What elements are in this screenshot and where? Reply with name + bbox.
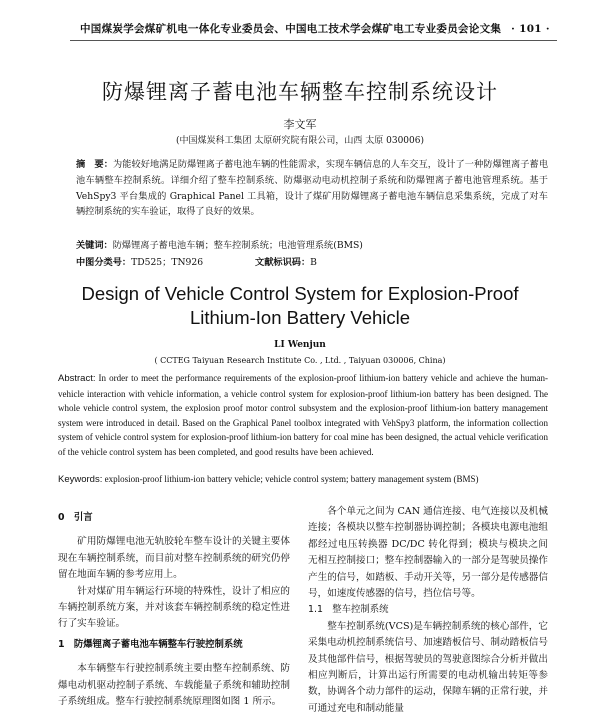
- body-right-column: [308, 504, 548, 717]
- section-1-1-paragraph: 整车控制系统(VCS)是车辆控制系统的核心部件，它采集电动机控制系统信号、加速踏板信号、制动踏板信号及其他部件信号，根据驾驶员的驾驶意图综合分析并做出相应判断后，计算出运行所需要的电动机输出转矩等参数，协调各个动力部件的运动，保障车辆的正常行驶，并可通过充电和制动能量: [308, 620, 548, 714]
- cn-keywords-label: 关键词：: [76, 240, 113, 251]
- cn-abstract-text: 为能较好地满足防爆锂离子蓄电池车辆的性能需求，实现车辆信息的人车交互，设计了一种防爆锂离子蓄电池车辆整车控制系统。详细介绍了整车控制系统、防爆驱动电动机控制子系统和防爆锂离子蓄电池管理系统。基于 VehSpy3 平台集成的 Graphical Panel 工具箱，设计了煤矿用防爆锂离子蓄电池车辆信息采集系统，完成了对车辆控制系统的实车验证，取得了良好的效果。: [76, 159, 549, 218]
- en-keywords-label: Keywords:: [58, 474, 103, 485]
- cn-abstract: [76, 157, 548, 220]
- cn-doc-value: B: [310, 257, 317, 268]
- en-affiliation: ( CCTEG Taiyuan Research Institute Co. , Ltd. , Taiyuan 030006, China): [154, 356, 446, 365]
- en-abstract-label: Abstract:: [58, 373, 96, 384]
- right-paragraph-1: 各个单元之间为 CAN 通信连接、电气连接以及机械连接；各模块以整车控制器协调控制；各模块电源电池组都经过电压转换器 DC/DC 转化得到；模块与模块之间无相互控制接口；整车控制器输入的一部分是驾驶员操作产生的信号，如踏板、手动开关等，另一部分是传感器信号，如速度传感器的信号，挡位信号等。: [308, 506, 548, 600]
- cn-class-value: TD525；TN926: [131, 257, 204, 268]
- en-title-line1: Design of Vehicle Control System for Explosion-Proof: [81, 283, 519, 304]
- en-keywords-text: explosion-proof lithium-ion battery vehicle; vehicle control system; battery management system (BMS): [104, 474, 479, 484]
- cn-affiliation: (中国煤炭科工集团 太原研究院有限公司，山西 太原 030006): [176, 136, 424, 146]
- intro-paragraph-2: 针对煤矿用车辆运行环境的特殊性，设计了相应的车辆控制系统方案，并对该套车辆控制系统的稳定性进行了实车验证。: [58, 585, 290, 630]
- section-0-heading: 0 引言: [58, 512, 93, 523]
- cn-class-label: 中图分类号：: [76, 257, 132, 268]
- running-header: [80, 21, 550, 36]
- en-abstract-text: In order to meet the performance requirements of the explosion-proof lithium-ion battery vehicle and achieve the human-vehicle interaction with vehicle information, a vehicle control system for explosion-proof lithium-ion battery has been designed. The whole vehicle control system, the explosion proof motor control subsystem and the explosion-proof lithium-ion battery management system were introduced in detail. Based on the Graphical Panel toolbox integrated with VehSpy3 platform, the information collection system of vehicle control system for explosion-proof lithium-ion battery for coal mine has been designed, the actual vehicle verification of the vehicle control system has been completed, and good results have been achieved.: [58, 373, 549, 457]
- body-left-column: [58, 510, 290, 710]
- running-title: 中国煤炭学会煤矿机电一体化专业委员会、中国电工技术学会煤矿电工专业委员会论文集: [80, 23, 502, 35]
- en-title-line2: Lithium-Ion Battery Vehicle: [189, 307, 411, 328]
- en-author: LI Wenjun: [274, 340, 326, 350]
- en-title: [0, 282, 600, 330]
- cn-classification: [76, 254, 548, 268]
- intro-paragraph-1: 矿用防爆锂电池无轨胶轮车整车设计的关键主要体现在车辆控制系统，而目前对整车控制系统的研究仍停留在地面车辆的参考应用上。: [58, 536, 290, 581]
- cn-title: 防爆锂离子蓄电池车辆整车控制系统设计: [102, 80, 498, 104]
- en-keywords: [58, 474, 548, 485]
- en-abstract: [58, 371, 548, 460]
- cn-doc-label: 文献标识码：: [255, 257, 311, 268]
- cn-keywords: [76, 237, 548, 251]
- page-number: · 101 ·: [511, 23, 550, 35]
- section-1-paragraph: 本车辆整车行驶控制系统主要由整车控制系统、防爆电动机驱动控制子系统、车载能量子系统和辅助控制子系统组成。整车行驶控制系统原理图如图 1 所示。: [58, 663, 290, 708]
- header-rule: [70, 40, 557, 41]
- cn-abstract-label: 摘 要：: [76, 159, 114, 170]
- cn-author: 李文军: [283, 118, 317, 131]
- section-1-1-heading: 1.1 整车控制系统: [308, 604, 389, 616]
- cn-keywords-text: 防爆锂离子蓄电池车辆；整车控制系统；电池管理系统(BMS): [112, 240, 363, 251]
- section-1-heading: 1 防爆锂离子蓄电池车辆整车行驶控制系统: [58, 638, 243, 650]
